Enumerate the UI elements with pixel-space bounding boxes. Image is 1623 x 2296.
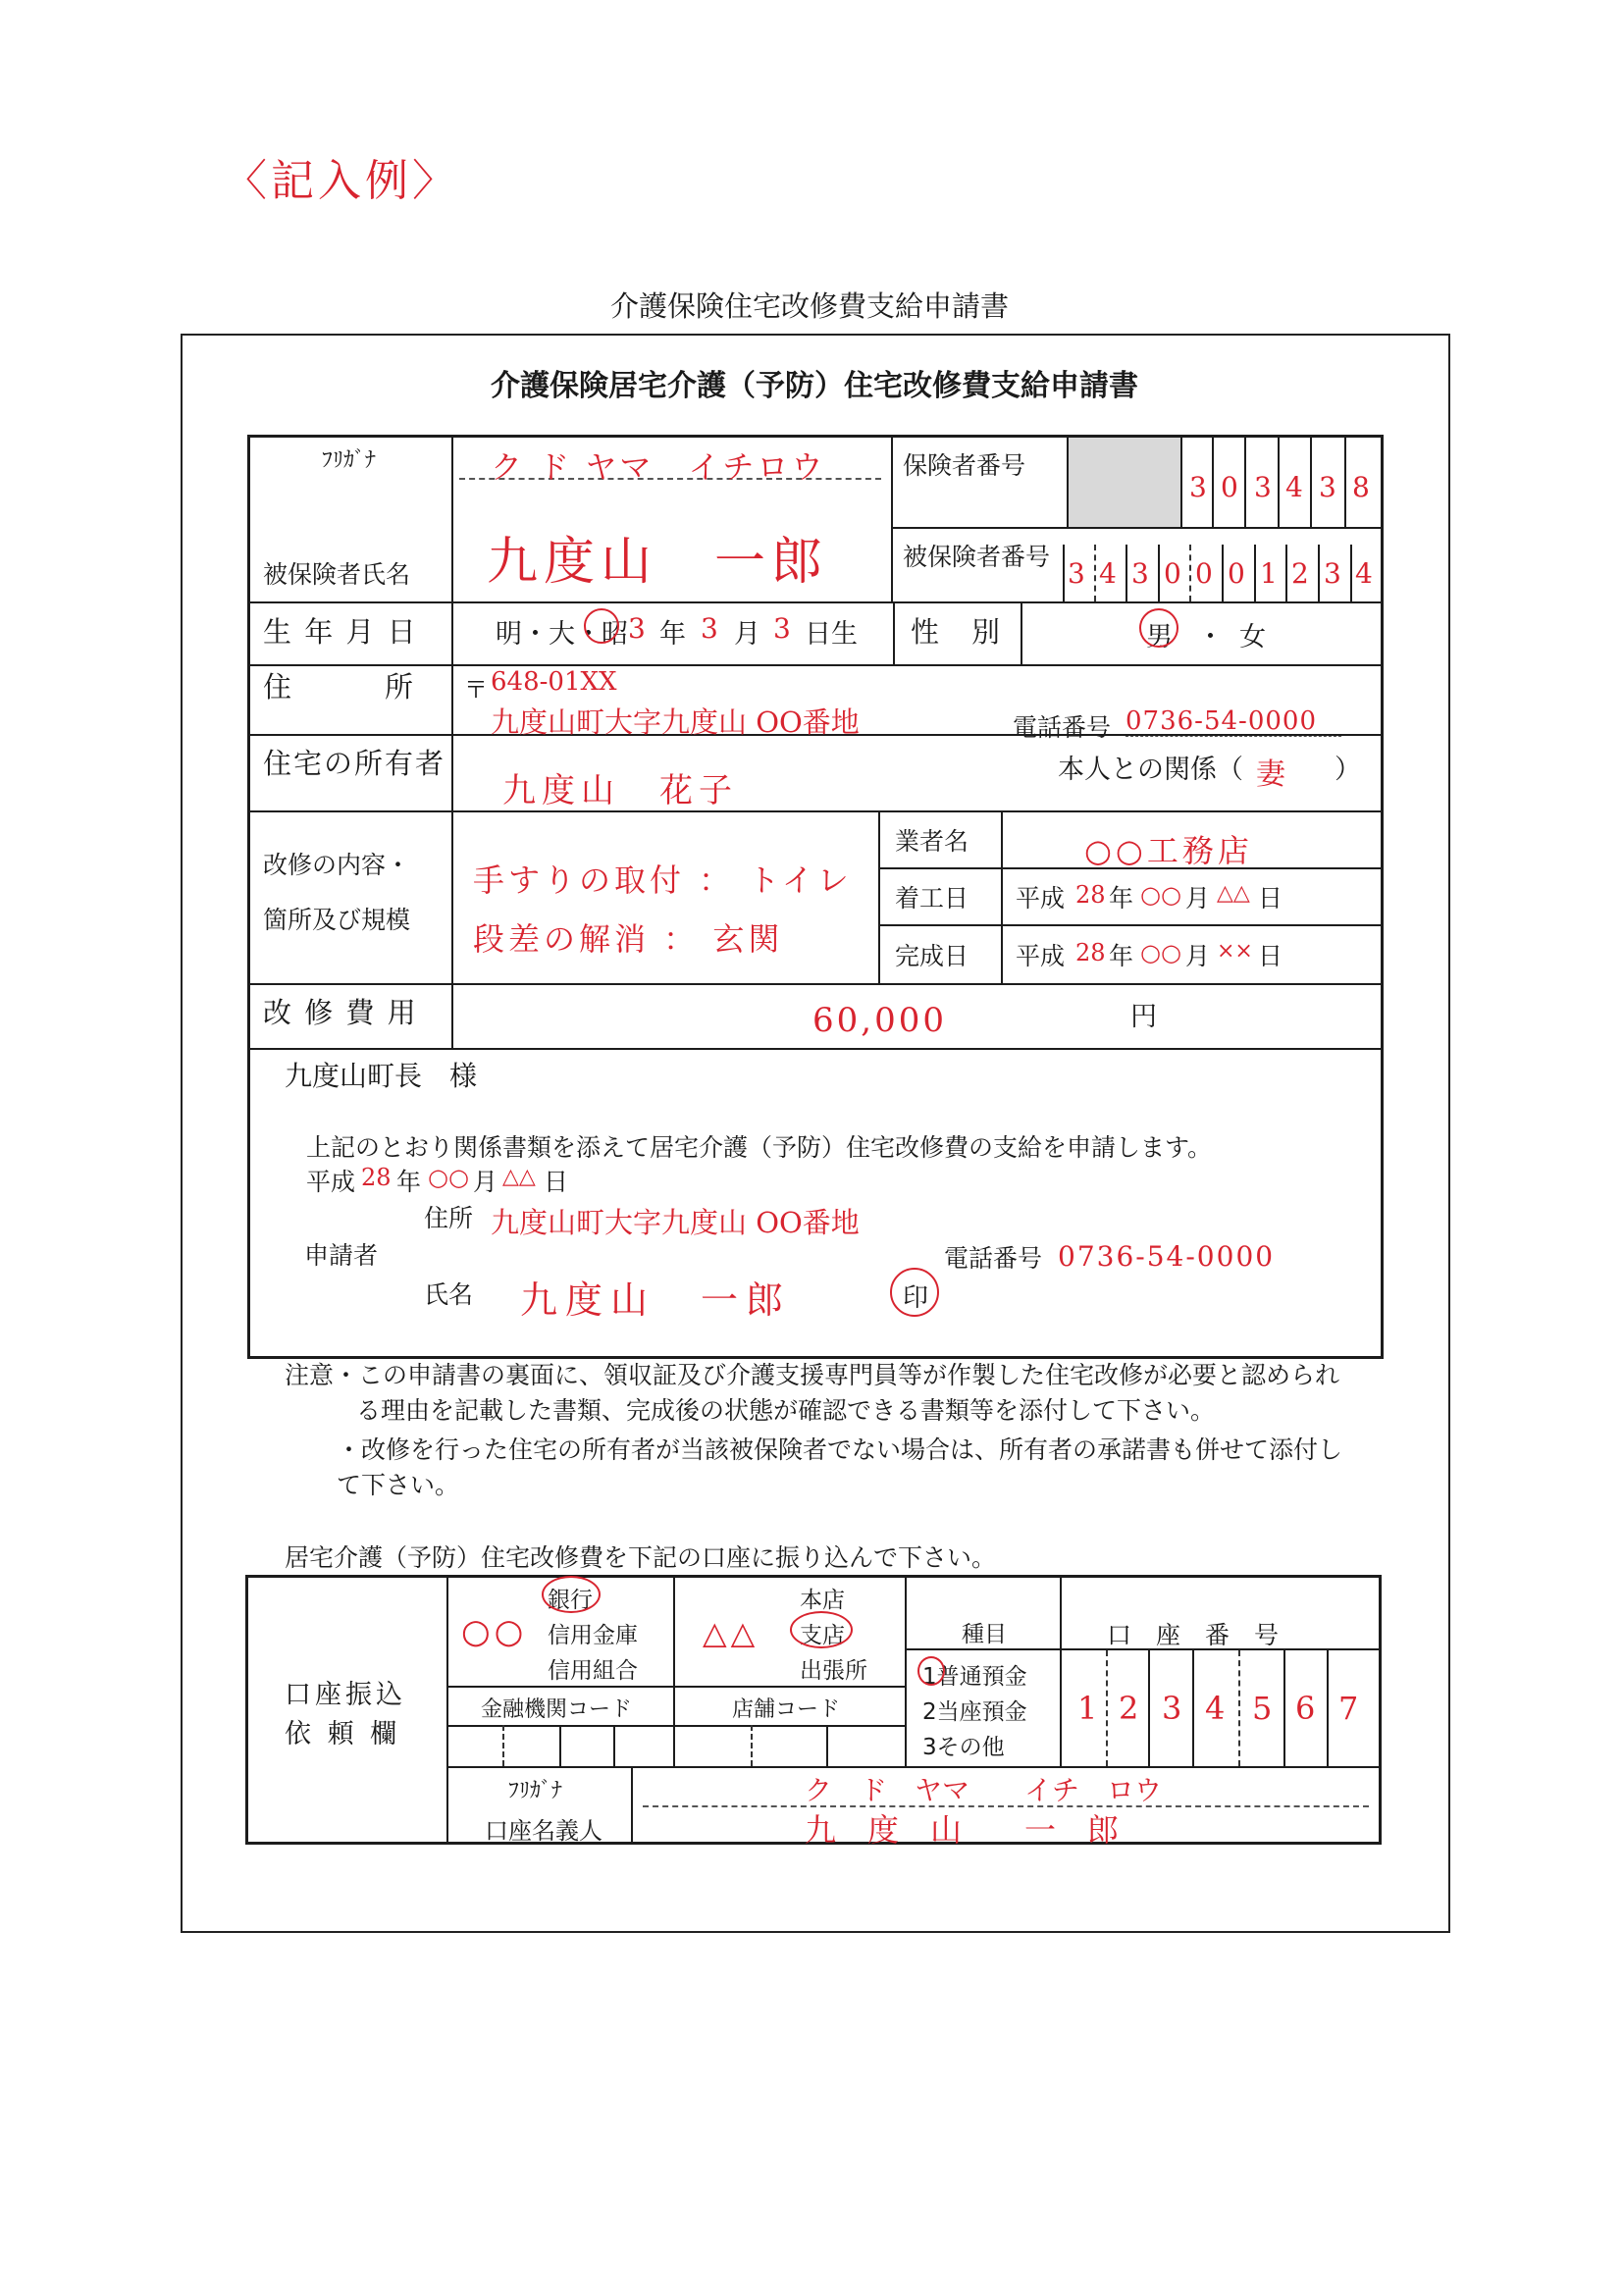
holder-label: 口座名義人 (485, 1817, 602, 1845)
birth-year-value: 3 (628, 612, 646, 645)
insured-number-digit: 0 (1195, 557, 1213, 590)
address-label: 住 所 (263, 670, 416, 704)
owner-relation-value: 妻 (1256, 757, 1285, 792)
owner-label: 住宅の所有者 (263, 747, 446, 780)
account-type-circle (917, 1656, 945, 1686)
seal-mark: 印 (903, 1283, 929, 1313)
seal-circle (890, 1268, 939, 1317)
start-date-year: 28 (1075, 881, 1106, 909)
form-title: 介護保険居宅介護（予防）住宅改修費支給申請書 (491, 369, 1138, 403)
declaration-address-value: 九度山町大字九度山 OO番地 (491, 1206, 860, 1239)
start-date-day: △△ (1217, 881, 1250, 906)
account-number-label: 口 座 番 号 (1107, 1621, 1280, 1649)
gender-label: 性 別 (911, 615, 1003, 649)
declaration-date-year-unit: 年 (396, 1168, 422, 1196)
owner-relation-label: 本人との関係（ (1058, 755, 1243, 785)
renovation-content-line2: 段差の解消 ： 玄関 (473, 920, 784, 958)
contractor-label: 業者名 (895, 827, 969, 856)
bank-type-bank: 銀行 (548, 1588, 593, 1613)
applicant-label: 申請者 (304, 1241, 379, 1270)
contractor-value: ○○工務店 (1084, 832, 1253, 869)
owner-value: 九度山 花子 (502, 771, 738, 810)
declaration-date-era: 平成 (306, 1168, 356, 1196)
insured-number-digit: 0 (1228, 557, 1245, 590)
account-type-label: 種目 (962, 1622, 1007, 1647)
account-type-regular: 1普通預金 (922, 1664, 1027, 1690)
branch-type-main: 本店 (800, 1588, 845, 1613)
note-line4: て下さい。 (337, 1471, 460, 1499)
end-date-era: 平成 (1016, 942, 1066, 970)
insurer-number-label: 保険者番号 (903, 451, 1026, 480)
declaration-phone-label: 電話番号 (944, 1244, 1043, 1273)
note-line3: ・改修を行った住宅の所有者が当該被保険者でない場合は、所有者の承諾書も併せて添付し (337, 1435, 1343, 1464)
birth-month-unit: 月 (734, 619, 760, 650)
gender-circle (1139, 608, 1178, 648)
bank-type-circle (542, 1576, 601, 1613)
holder-furigana-label: ﾌﾘｶﾞﾅ (508, 1779, 563, 1803)
holder-value: 九 度 山 一 郎 (805, 1811, 1120, 1849)
start-date-day-unit: 日 (1258, 884, 1283, 913)
account-digit: 3 (1162, 1690, 1182, 1727)
end-date-day-unit: 日 (1258, 942, 1283, 970)
start-date-era: 平成 (1016, 884, 1066, 913)
insurer-number-digit: 3 (1189, 471, 1207, 503)
account-type-other: 3その他 (922, 1735, 1005, 1760)
end-date-label: 完成日 (895, 942, 969, 970)
birth-label: 生 年 月 日 (263, 615, 418, 649)
cost-value: 60,000 (812, 1001, 947, 1040)
declaration-address-label: 住所 (424, 1204, 474, 1232)
insured-number-label: 被保険者番号 (903, 543, 1051, 571)
declaration-date-month-unit: 月 (473, 1168, 498, 1196)
branch-name-value: △△ (703, 1614, 759, 1651)
example-mark: 〈記入例〉 (224, 156, 459, 206)
insured-number-digit: 2 (1291, 557, 1309, 590)
declaration-date-year: 28 (361, 1164, 392, 1191)
start-date-month-unit: 月 (1185, 884, 1211, 913)
owner-relation-close: ） (1335, 755, 1361, 785)
end-date-day: ×× (1217, 939, 1253, 964)
end-date-year-unit: 年 (1109, 942, 1134, 970)
furigana-label: ﾌﾘｶﾞﾅ (322, 448, 377, 473)
note-line1: 注意・この申請書の裏面に、領収証及び介護支援専門員等が作製した住宅改修が必要と認められ (285, 1361, 1340, 1389)
account-digit: 5 (1252, 1690, 1273, 1727)
postal-mark: 〒 (464, 676, 488, 704)
bank-name-value: ○○ (461, 1612, 528, 1651)
declaration-date-day-unit: 日 (544, 1168, 569, 1196)
insurer-number-digit: 3 (1319, 471, 1336, 503)
insurer-number-digit: 4 (1285, 471, 1303, 503)
gender-female: 女 (1239, 622, 1266, 652)
end-date-month: ○○ (1140, 939, 1181, 966)
insurer-number-digit: 8 (1352, 471, 1370, 503)
note-line2: る理由を記載した書類、完成後の状態が確認できる書類等を添付して下さい。 (356, 1396, 1216, 1425)
declaration-statement: 上記のとおり関係書類を添えて居宅介護（予防）住宅改修費の支給を申請します。 (306, 1133, 1213, 1162)
transfer-side-line1: 口座振込 (285, 1680, 406, 1710)
branch-type-circle (790, 1611, 853, 1648)
transfer-side-line2: 依 頼 欄 (285, 1719, 401, 1749)
renovation-label-line2: 箇所及び規模 (263, 906, 411, 934)
insured-number-digit: 3 (1068, 557, 1085, 590)
bank-code-label: 金融機関コード (481, 1697, 633, 1722)
end-date-month-unit: 月 (1185, 942, 1211, 970)
birth-era-options: 明・大・昭 (496, 619, 628, 650)
gender-separator: ・ (1197, 622, 1224, 652)
insured-number-digit: 3 (1131, 557, 1149, 590)
renovation-label-line1: 改修の内容・ (263, 851, 411, 879)
phone-label: 電話番号 (1013, 713, 1112, 742)
birth-day-unit: 日生 (805, 619, 858, 650)
declaration-addressee: 九度山町長 様 (285, 1060, 478, 1092)
insurer-number-digit: 3 (1254, 471, 1272, 503)
bank-type-shinkin: 信用金庫 (548, 1623, 638, 1648)
declaration-date-day: △△ (502, 1165, 536, 1189)
account-digit: 2 (1119, 1690, 1139, 1727)
bank-type-kumiai: 信用組合 (548, 1658, 638, 1684)
holder-furigana-value: ク ド ヤマ イチ ロウ (805, 1774, 1163, 1806)
gender-male: 男 (1146, 622, 1173, 652)
postal-value: 648-01XX (491, 667, 617, 697)
cost-label: 改 修 費 用 (263, 996, 418, 1029)
furigana-value: ク ド ヤマ イチロウ (491, 448, 826, 486)
renovation-content-line1: 手すりの取付 ： トイレ (473, 861, 853, 899)
phone-value: 0736-54-0000 (1126, 706, 1317, 736)
address-value: 九度山町大字九度山 OO番地 (491, 705, 860, 739)
start-date-label: 着工日 (895, 884, 969, 913)
start-date-month: ○○ (1140, 881, 1181, 909)
account-digit: 7 (1338, 1690, 1359, 1727)
insured-number-digit: 3 (1324, 557, 1341, 590)
insurer-number-digit: 0 (1221, 471, 1238, 503)
declaration-date-month: ○○ (428, 1164, 469, 1191)
declaration-phone-value: 0736-54-0000 (1058, 1240, 1276, 1273)
branch-code-label: 店舗コード (732, 1697, 841, 1722)
account-digit: 4 (1205, 1690, 1226, 1727)
account-digit: 6 (1295, 1690, 1316, 1727)
end-date-year: 28 (1075, 939, 1106, 966)
account-digit: 1 (1077, 1690, 1098, 1727)
birth-era-circle (584, 608, 619, 644)
insured-number-digit: 1 (1260, 557, 1278, 590)
insured-name-label: 被保険者氏名 (263, 560, 411, 589)
cost-unit: 円 (1130, 1002, 1157, 1032)
declaration-name-label: 氏名 (424, 1280, 474, 1309)
branch-type-office: 出張所 (800, 1658, 867, 1684)
declaration-name-value: 九度山 一郎 (520, 1278, 792, 1322)
branch-type-branch: 支店 (800, 1623, 845, 1648)
birth-month-value: 3 (701, 612, 718, 645)
insured-number-digit: 0 (1164, 557, 1181, 590)
document-title: 介護保険住宅改修費支給申請書 (610, 289, 1010, 323)
insured-number-digit: 4 (1355, 557, 1373, 590)
insured-number-digit: 4 (1099, 557, 1117, 590)
insured-name-value: 九度山 一郎 (487, 533, 829, 592)
transfer-intro: 居宅介護（予防）住宅改修費を下記の口座に振り込んで下さい。 (285, 1543, 997, 1572)
start-date-year-unit: 年 (1109, 884, 1134, 913)
birth-day-value: 3 (773, 612, 791, 645)
birth-year-unit: 年 (659, 619, 686, 650)
account-type-current: 2当座預金 (922, 1699, 1027, 1725)
